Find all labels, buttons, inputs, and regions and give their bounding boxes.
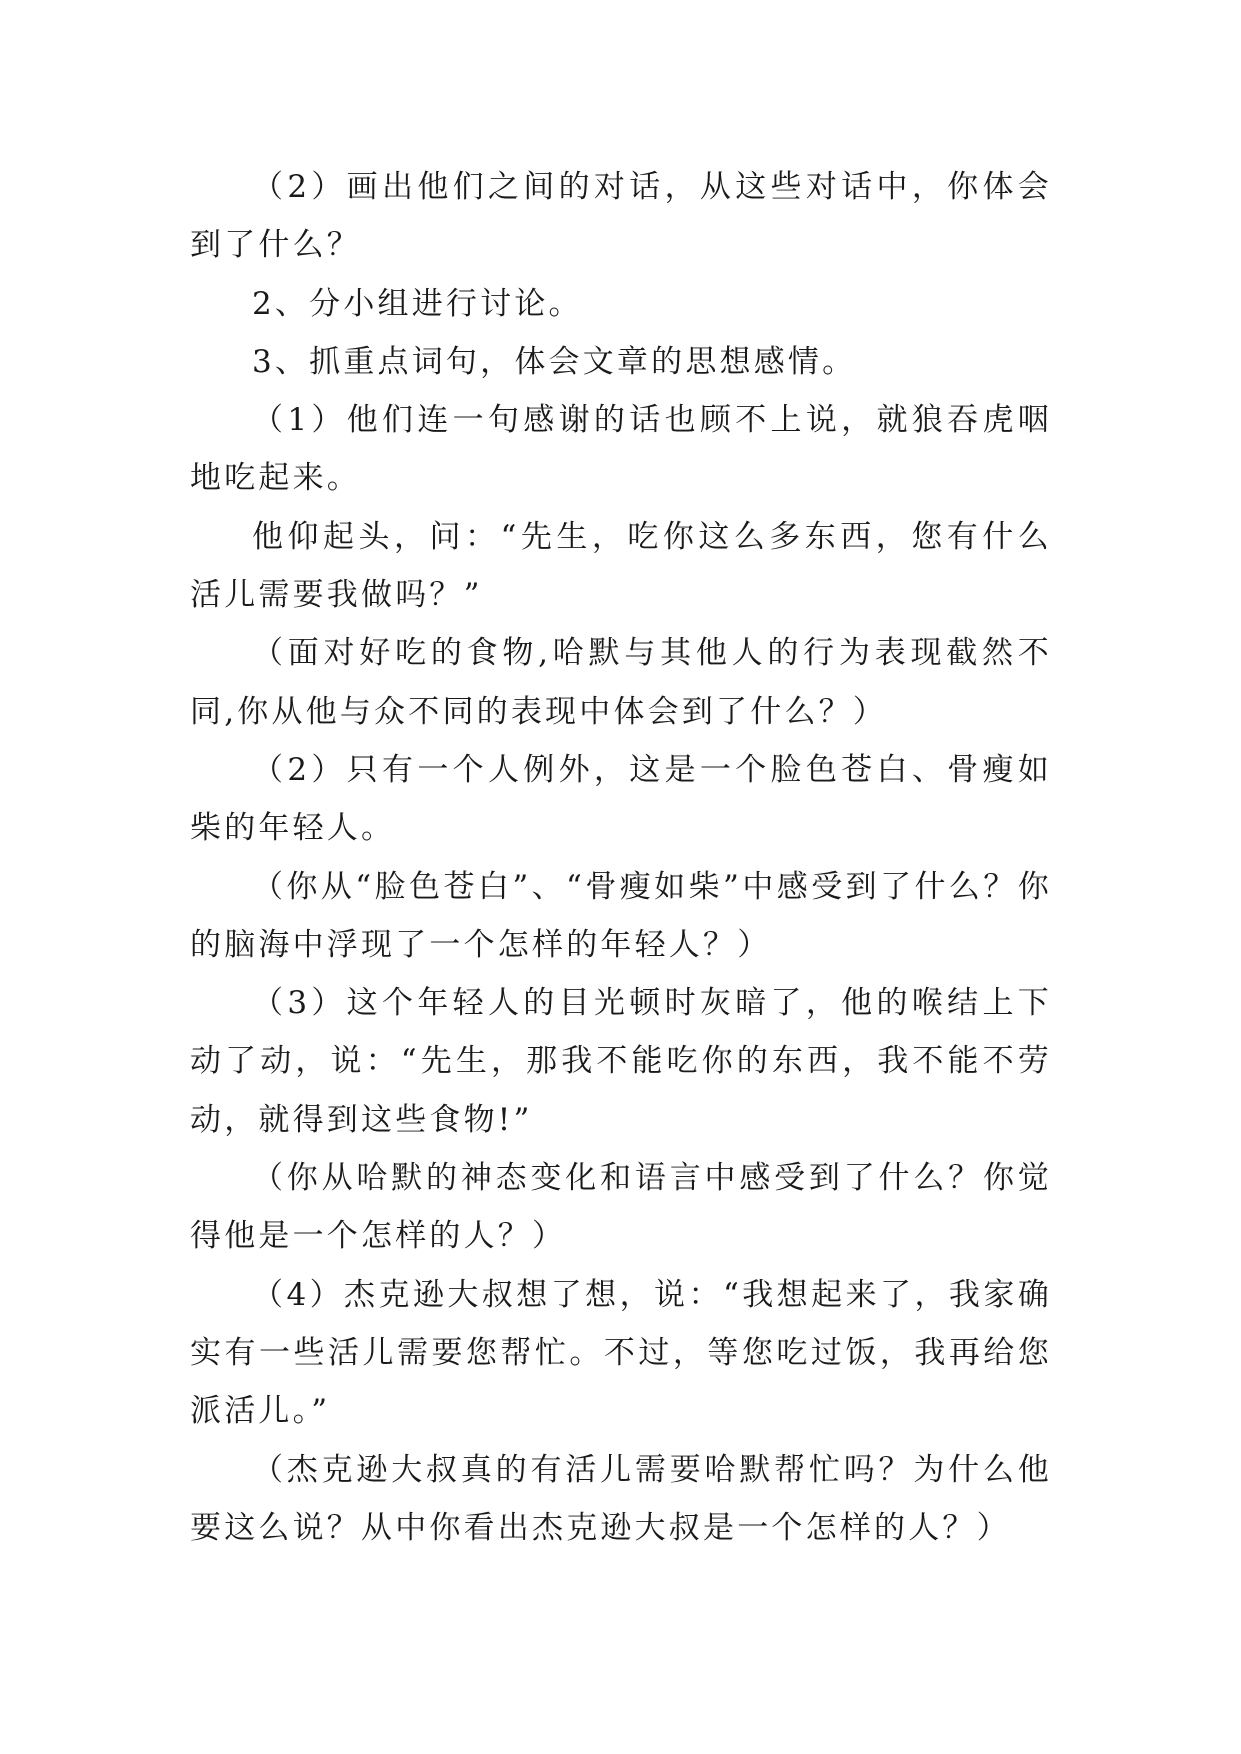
paragraph-sentence-3: （3）这个年轻人的目光顿时灰暗了，他的喉结上下动了动，说：“先生，那我不能吃你的东西，我不能不劳动，就得到这些食物!” xyxy=(190,985,1052,1138)
paragraph-sentence-2-prompt: （你从“脸色苍白”、“骨瘦如柴”中感受到了什么？你的脑海中浮现了一个怎样的年轻人？） xyxy=(190,868,1052,963)
paragraph-sentence-1: （1）他们连一句感谢的话也顾不上说，就狼吞虎咽地吃起来。 xyxy=(190,402,1052,497)
paragraph-step-3-key-sentences: 3、抓重点词句，体会文章的思想感情。 xyxy=(252,343,857,380)
paragraph-sentence-4-prompt: （杰克逊大叔真的有活儿需要哈默帮忙吗？为什么他要这么说？从中你看出杰克逊大叔是一个怎样的人？） xyxy=(190,1451,1052,1546)
paragraph-sentence-4: （4）杰克逊大叔想了想，说：“我想起来了，我家确实有一些活儿需要您帮忙。不过，等您吃过饭，我再给您派活儿。” xyxy=(190,1276,1052,1430)
document-body xyxy=(190,158,1052,1557)
paragraph-sentence-2: （2）只有一个人例外，这是一个脸色苍白、骨瘦如柴的年轻人。 xyxy=(190,751,1052,847)
paragraph-sentence-3-prompt: （你从哈默的神态变化和语言中感受到了什么？你觉得他是一个怎样的人？） xyxy=(190,1160,1052,1255)
paragraph-sentence-1-quote: 他仰起头，问：“先生，吃你这么多东西，您有什么活儿需要我做吗？” xyxy=(190,518,1052,614)
paragraph-question-2-dialogue: （2）画出他们之间的对话，从这些对话中，你体会到了什么？ xyxy=(190,169,1052,264)
paragraph-sentence-1-prompt: （面对好吃的食物,哈默与其他人的行为表现截然不同,你从他与众不同的表现中体会到了什么？） xyxy=(190,635,1052,730)
paragraph-step-2-group-discussion: 2、分小组进行讨论。 xyxy=(252,285,583,322)
